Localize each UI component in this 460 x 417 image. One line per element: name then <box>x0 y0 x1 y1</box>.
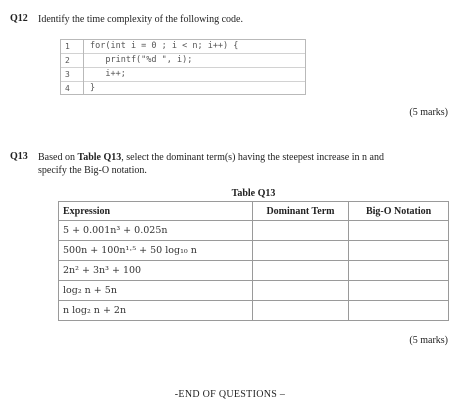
header-big-o-notation: Big-O Notation <box>349 202 449 221</box>
dominant-term-cell[interactable] <box>252 301 348 321</box>
table-row <box>59 261 449 281</box>
q13-text-line2: specify the Big-O notation. <box>38 165 147 176</box>
table-row <box>59 281 449 301</box>
big-o-cell[interactable] <box>349 241 449 261</box>
code-line: i++; <box>84 68 305 82</box>
line-number: 1 <box>61 40 83 54</box>
big-o-cell[interactable] <box>349 221 449 241</box>
dominant-term-cell[interactable] <box>252 261 348 281</box>
end-of-questions: -END OF QUESTIONS – <box>174 389 286 400</box>
q12-question-text: Identify the time complexity of the following code. <box>38 14 243 25</box>
q13-number: Q13 <box>10 151 28 162</box>
line-number: 3 <box>61 68 83 82</box>
big-o-cell[interactable] <box>349 281 449 301</box>
dominant-term-cell[interactable] <box>252 221 348 241</box>
table-q13 <box>58 201 449 321</box>
expression-cell: 500n + 100n¹·⁵ + 50 log₁₀ n <box>59 241 253 261</box>
header-expression: Expression <box>59 202 253 221</box>
dominant-term-cell[interactable] <box>252 241 348 261</box>
table-header-row <box>59 202 449 221</box>
table-row <box>59 301 449 321</box>
line-number: 2 <box>61 54 83 68</box>
q13-text-prefix: Based on <box>38 152 78 163</box>
expression-cell: 5 + 0.001n³ + 0.025n <box>59 221 253 241</box>
big-o-cell[interactable] <box>349 301 449 321</box>
q13-question-text <box>38 151 450 177</box>
table-row <box>59 241 449 261</box>
q13-text-suffix: , select the dominant term(s) having the steepest increase in n and <box>121 152 384 163</box>
q13-table-ref: Table Q13 <box>77 152 122 163</box>
code-line: printf("%d ", i); <box>84 54 305 68</box>
q13-marks: (5 marks) <box>409 335 448 346</box>
code-line: } <box>90 83 96 93</box>
line-number: 4 <box>65 84 70 93</box>
expression-cell: n log₂ n + 2n <box>59 301 253 321</box>
header-dominant-term: Dominant Term <box>252 202 348 221</box>
table-row <box>59 221 449 241</box>
dominant-term-cell[interactable] <box>252 281 348 301</box>
q12-number: Q12 <box>10 13 28 24</box>
big-o-cell[interactable] <box>349 261 449 281</box>
code-line: for(int i = 0 ; i < n; i++) { <box>84 40 305 54</box>
line-number-gutter <box>61 40 84 94</box>
expression-cell: 2n² + 3n³ + 100 <box>59 261 253 281</box>
q12-marks: (5 marks) <box>409 107 448 118</box>
table-caption: Table Q13 <box>231 188 276 199</box>
code-block <box>60 39 306 95</box>
code-lines <box>84 40 305 94</box>
expression-cell: log₂ n + 5n <box>59 281 253 301</box>
